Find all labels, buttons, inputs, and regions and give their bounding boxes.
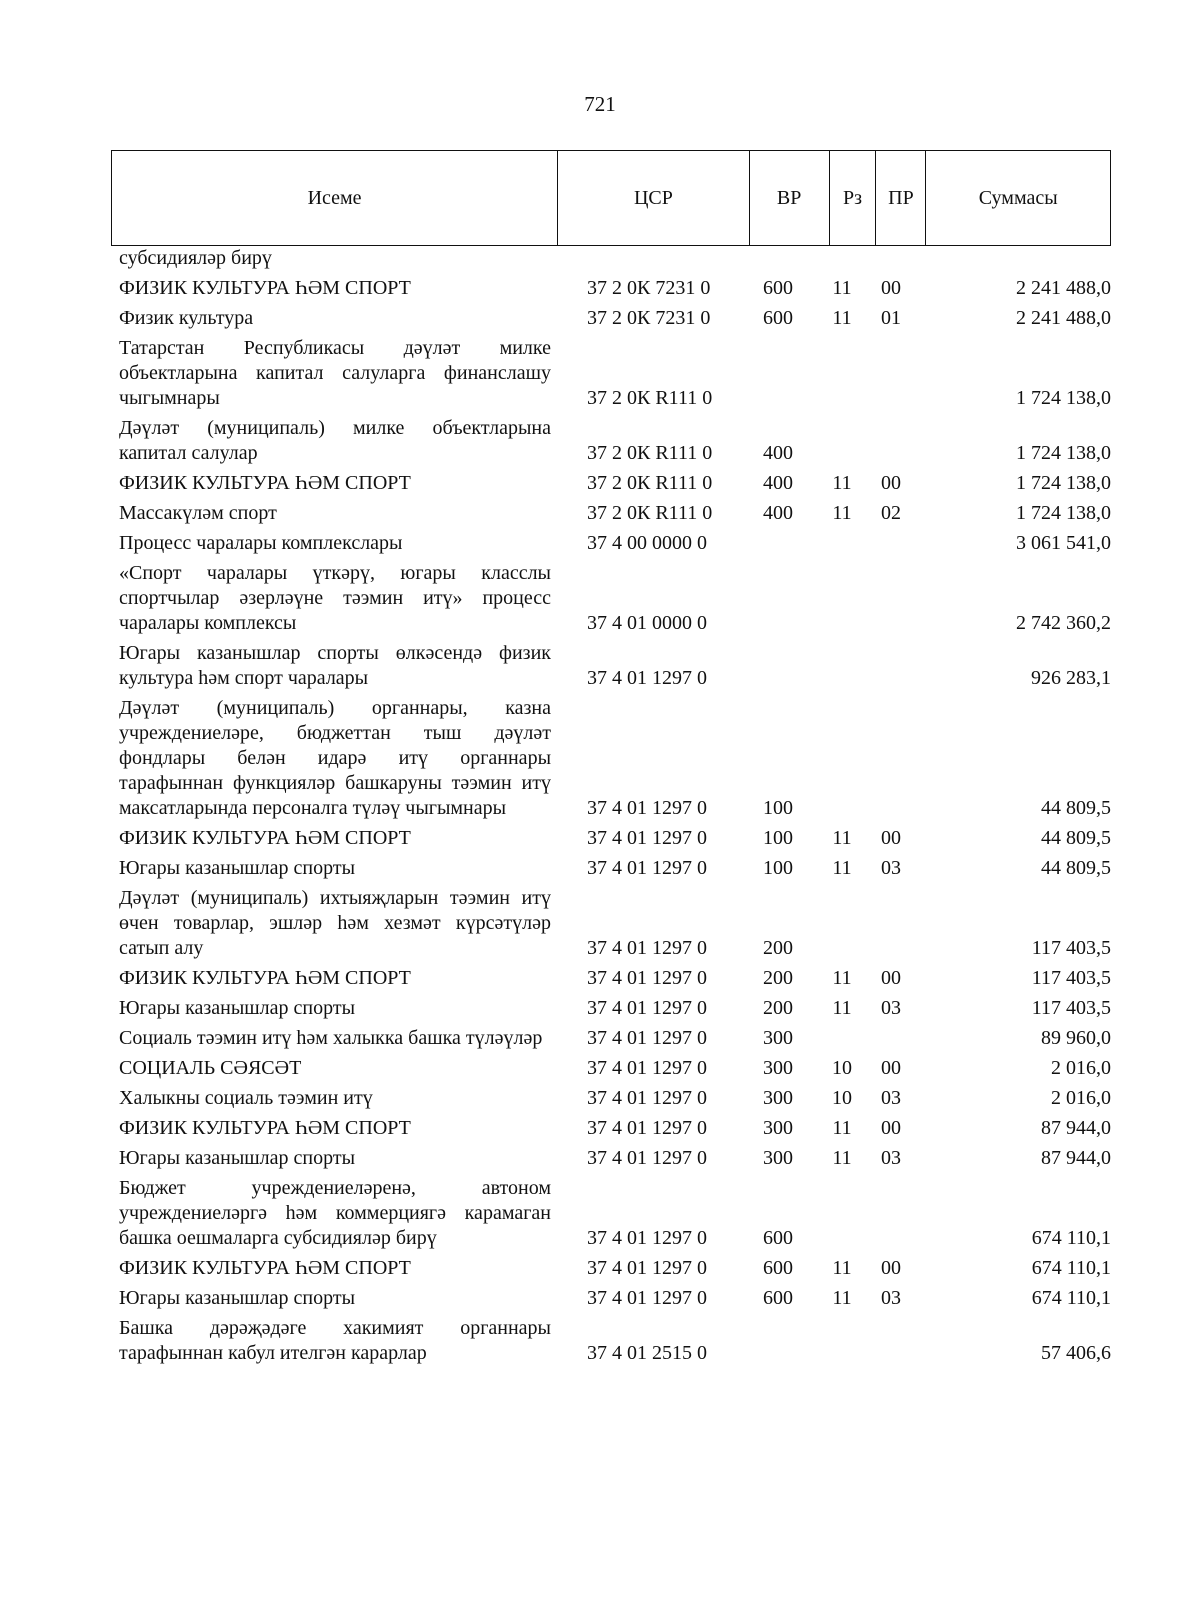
table-row <box>119 1176 1111 1251</box>
cell-pr: 03 <box>881 1087 901 1109</box>
table-row <box>119 471 1111 496</box>
table-row <box>119 416 1111 466</box>
table-body <box>119 246 1111 1371</box>
cell-name: «Спорт чаралары үткәрү, югары класслы спортчылар әзерләүне тәэмин итү» процесс чаралары комплексы <box>119 562 551 634</box>
header-vr: ВР <box>750 151 830 245</box>
table-row <box>119 246 1111 271</box>
header-name: Исеме <box>112 151 558 245</box>
cell-csr: 37 4 01 1297 0 <box>587 1087 707 1109</box>
cell-name: Дәүләт (муниципаль) органнары, казна учреждениеләре, бюджеттан тыш дәүләт фондлары белән идарә итү органнары тарафыннан функцияләр башкаруны тәэмин итү максатларында персоналга түләү чыгымнары <box>119 697 551 819</box>
cell-vr: 300 <box>763 1147 793 1169</box>
cell-name: Югары казанышлар спорты <box>119 857 356 879</box>
cell-pr: 00 <box>881 1257 901 1279</box>
cell-pr: 02 <box>881 502 901 524</box>
cell-name: ФИЗИК КУЛЬТУРА ҺӘМ СПОРТ <box>119 827 411 849</box>
cell-vr: 600 <box>763 277 793 299</box>
cell-sum: 117 403,5 <box>1031 997 1111 1019</box>
table-row <box>119 641 1111 691</box>
cell-name: Физик культура <box>119 307 254 329</box>
table-row <box>119 501 1111 526</box>
header-csr: ЦСР <box>558 151 750 245</box>
cell-sum: 1 724 138,0 <box>1016 502 1111 524</box>
cell-pr: 00 <box>881 472 901 494</box>
cell-vr: 200 <box>763 937 793 959</box>
cell-csr: 37 4 01 0000 0 <box>587 612 707 634</box>
cell-sum: 87 944,0 <box>1041 1117 1111 1139</box>
cell-sum: 1 724 138,0 <box>1016 442 1111 464</box>
table-row <box>119 1086 1111 1111</box>
cell-sum: 3 061 541,0 <box>1016 532 1111 554</box>
table-header <box>111 150 1111 246</box>
header-pr: ПР <box>876 151 926 245</box>
cell-sum: 674 110,1 <box>1031 1257 1111 1279</box>
cell-rz: 11 <box>832 1117 852 1139</box>
cell-sum: 1 724 138,0 <box>1016 472 1111 494</box>
cell-csr: 37 4 01 1297 0 <box>587 667 707 689</box>
cell-csr: 37 2 0К R111 0 <box>587 472 713 494</box>
cell-sum: 57 406,6 <box>1041 1342 1111 1364</box>
cell-csr: 37 4 01 1297 0 <box>587 1027 707 1049</box>
header-sum: Суммасы <box>978 186 1058 209</box>
cell-vr: 200 <box>763 967 793 989</box>
table-row <box>119 966 1111 991</box>
table-row <box>119 696 1111 821</box>
cell-csr: 37 4 01 1297 0 <box>587 797 707 819</box>
cell-csr: 37 2 0К R111 0 <box>587 502 713 524</box>
table-row <box>119 1316 1111 1366</box>
table-row <box>119 1026 1111 1051</box>
cell-rz: 11 <box>832 1257 852 1279</box>
cell-name: ФИЗИК КУЛЬТУРА ҺӘМ СПОРТ <box>119 967 411 989</box>
cell-name: ФИЗИК КУЛЬТУРА ҺӘМ СПОРТ <box>119 277 411 299</box>
cell-sum: 2 016,0 <box>1051 1087 1111 1109</box>
cell-vr: 400 <box>763 502 793 524</box>
cell-sum: 44 809,5 <box>1041 797 1111 819</box>
cell-vr: 100 <box>763 827 793 849</box>
cell-name: ФИЗИК КУЛЬТУРА ҺӘМ СПОРТ <box>119 1257 411 1279</box>
cell-vr: 300 <box>763 1027 793 1049</box>
cell-rz: 11 <box>832 997 852 1019</box>
cell-vr: 200 <box>763 997 793 1019</box>
table-row <box>119 561 1111 636</box>
cell-sum: 44 809,5 <box>1041 857 1111 879</box>
cell-pr: 00 <box>881 967 901 989</box>
cell-sum: 87 944,0 <box>1041 1147 1111 1169</box>
cell-csr: 37 2 0К 7231 0 <box>587 307 711 329</box>
cell-rz: 11 <box>832 967 852 989</box>
cell-csr: 37 4 01 1297 0 <box>587 1147 707 1169</box>
page-number: 721 <box>584 92 616 116</box>
cell-rz: 11 <box>832 472 852 494</box>
cell-sum: 2 742 360,2 <box>1016 612 1111 634</box>
cell-csr: 37 4 01 1297 0 <box>587 1287 707 1309</box>
cell-rz: 11 <box>832 502 852 524</box>
table-row <box>119 996 1111 1021</box>
cell-pr: 00 <box>881 1057 901 1079</box>
cell-name: ФИЗИК КУЛЬТУРА ҺӘМ СПОРТ <box>119 472 411 494</box>
cell-csr: 37 4 01 1297 0 <box>587 937 707 959</box>
cell-rz: 11 <box>832 277 852 299</box>
cell-name: Халыкны социаль тәэмин итү <box>119 1087 373 1109</box>
cell-csr: 37 4 01 1297 0 <box>587 967 707 989</box>
cell-name: субсидияләр бирү <box>119 247 272 269</box>
table-row <box>119 306 1111 331</box>
cell-vr: 600 <box>763 1227 793 1249</box>
cell-rz: 11 <box>832 307 852 329</box>
cell-rz: 11 <box>832 1287 852 1309</box>
cell-sum: 926 283,1 <box>1031 667 1111 689</box>
cell-name: СОЦИАЛЬ СӘЯСӘТ <box>119 1057 302 1079</box>
cell-csr: 37 4 01 1297 0 <box>587 1257 707 1279</box>
cell-name: Дәүләт (муниципаль) ихтыяҗларын тәэмин итү өчен товарлар, эшләр һәм хезмәт күрсәтүләр сатып алу <box>119 887 551 959</box>
cell-sum: 2 016,0 <box>1051 1057 1111 1079</box>
cell-pr: 00 <box>881 277 901 299</box>
cell-sum: 89 960,0 <box>1041 1027 1111 1049</box>
cell-name: Массакүләм спорт <box>119 502 277 524</box>
cell-csr: 37 4 01 1297 0 <box>587 827 707 849</box>
cell-csr: 37 4 01 1297 0 <box>587 1117 707 1139</box>
header-rz: Рз <box>830 151 877 245</box>
table-row <box>119 856 1111 881</box>
cell-pr: 01 <box>881 307 901 329</box>
table-row <box>119 1286 1111 1311</box>
cell-sum: 674 110,1 <box>1031 1287 1111 1309</box>
cell-pr: 03 <box>881 997 901 1019</box>
cell-sum: 2 241 488,0 <box>1016 307 1111 329</box>
cell-csr: 37 4 01 2515 0 <box>587 1342 707 1364</box>
cell-vr: 600 <box>763 307 793 329</box>
cell-name: Башка дәрәҗәдәге хакимият органнары тарафыннан кабул ителгән карарлар <box>119 1317 551 1364</box>
cell-name: Югары казанышлар спорты <box>119 1287 356 1309</box>
cell-name: Процесс чаралары комплекслары <box>119 532 403 554</box>
cell-sum: 2 241 488,0 <box>1016 277 1111 299</box>
cell-csr: 37 4 00 0000 0 <box>587 532 707 554</box>
cell-name: Югары казанышлар спорты өлкәсендә физик культура һәм спорт чаралары <box>119 642 551 689</box>
cell-csr: 37 4 01 1297 0 <box>587 997 707 1019</box>
cell-sum: 1 724 138,0 <box>1016 387 1111 409</box>
cell-vr: 400 <box>763 442 793 464</box>
table-row <box>119 336 1111 411</box>
cell-rz: 10 <box>832 1057 852 1079</box>
cell-rz: 10 <box>832 1087 852 1109</box>
cell-pr: 03 <box>881 857 901 879</box>
cell-pr: 03 <box>881 1147 901 1169</box>
table-row <box>119 1146 1111 1171</box>
cell-name: Социаль тәэмин итү һәм халыкка башка түләүләр <box>119 1027 543 1049</box>
cell-rz: 11 <box>832 827 852 849</box>
cell-sum: 117 403,5 <box>1031 967 1111 989</box>
cell-vr: 100 <box>763 857 793 879</box>
cell-rz: 11 <box>832 1147 852 1169</box>
cell-vr: 300 <box>763 1087 793 1109</box>
cell-name: Югары казанышлар спорты <box>119 997 356 1019</box>
cell-csr: 37 2 0К 7231 0 <box>587 277 711 299</box>
table-row <box>119 276 1111 301</box>
cell-name: Татарстан Республикасы дәүләт милке объектларына капитал салуларга финанслашу чыгымнары <box>119 337 551 409</box>
cell-pr: 03 <box>881 1287 901 1309</box>
cell-vr: 100 <box>763 797 793 819</box>
cell-csr: 37 4 01 1297 0 <box>587 1057 707 1079</box>
cell-vr: 600 <box>763 1257 793 1279</box>
table-row <box>119 1056 1111 1081</box>
cell-name: Бюджет учреждениеләренә, автоном учреждениеләргә һәм коммерциягә карамаган башка оешмаларга субсидияләр бирү <box>119 1177 551 1249</box>
table-row <box>119 886 1111 961</box>
cell-vr: 300 <box>763 1057 793 1079</box>
table-row <box>119 826 1111 851</box>
cell-sum: 674 110,1 <box>1031 1227 1111 1249</box>
cell-csr: 37 4 01 1297 0 <box>587 1227 707 1249</box>
cell-name: ФИЗИК КУЛЬТУРА ҺӘМ СПОРТ <box>119 1117 411 1139</box>
cell-pr: 00 <box>881 827 901 849</box>
table-row <box>119 1116 1111 1141</box>
cell-sum: 117 403,5 <box>1031 937 1111 959</box>
cell-vr: 300 <box>763 1117 793 1139</box>
cell-name: Дәүләт (муниципаль) милке объектларына капитал салулар <box>119 417 551 464</box>
cell-vr: 400 <box>763 472 793 494</box>
cell-vr: 600 <box>763 1287 793 1309</box>
cell-rz: 11 <box>832 857 852 879</box>
cell-pr: 00 <box>881 1117 901 1139</box>
table-row <box>119 1256 1111 1281</box>
cell-csr: 37 4 01 1297 0 <box>587 857 707 879</box>
cell-csr: 37 2 0К R111 0 <box>587 387 713 409</box>
cell-name: Югары казанышлар спорты <box>119 1147 356 1169</box>
cell-csr: 37 2 0К R111 0 <box>587 442 713 464</box>
cell-sum: 44 809,5 <box>1041 827 1111 849</box>
table-row <box>119 531 1111 556</box>
